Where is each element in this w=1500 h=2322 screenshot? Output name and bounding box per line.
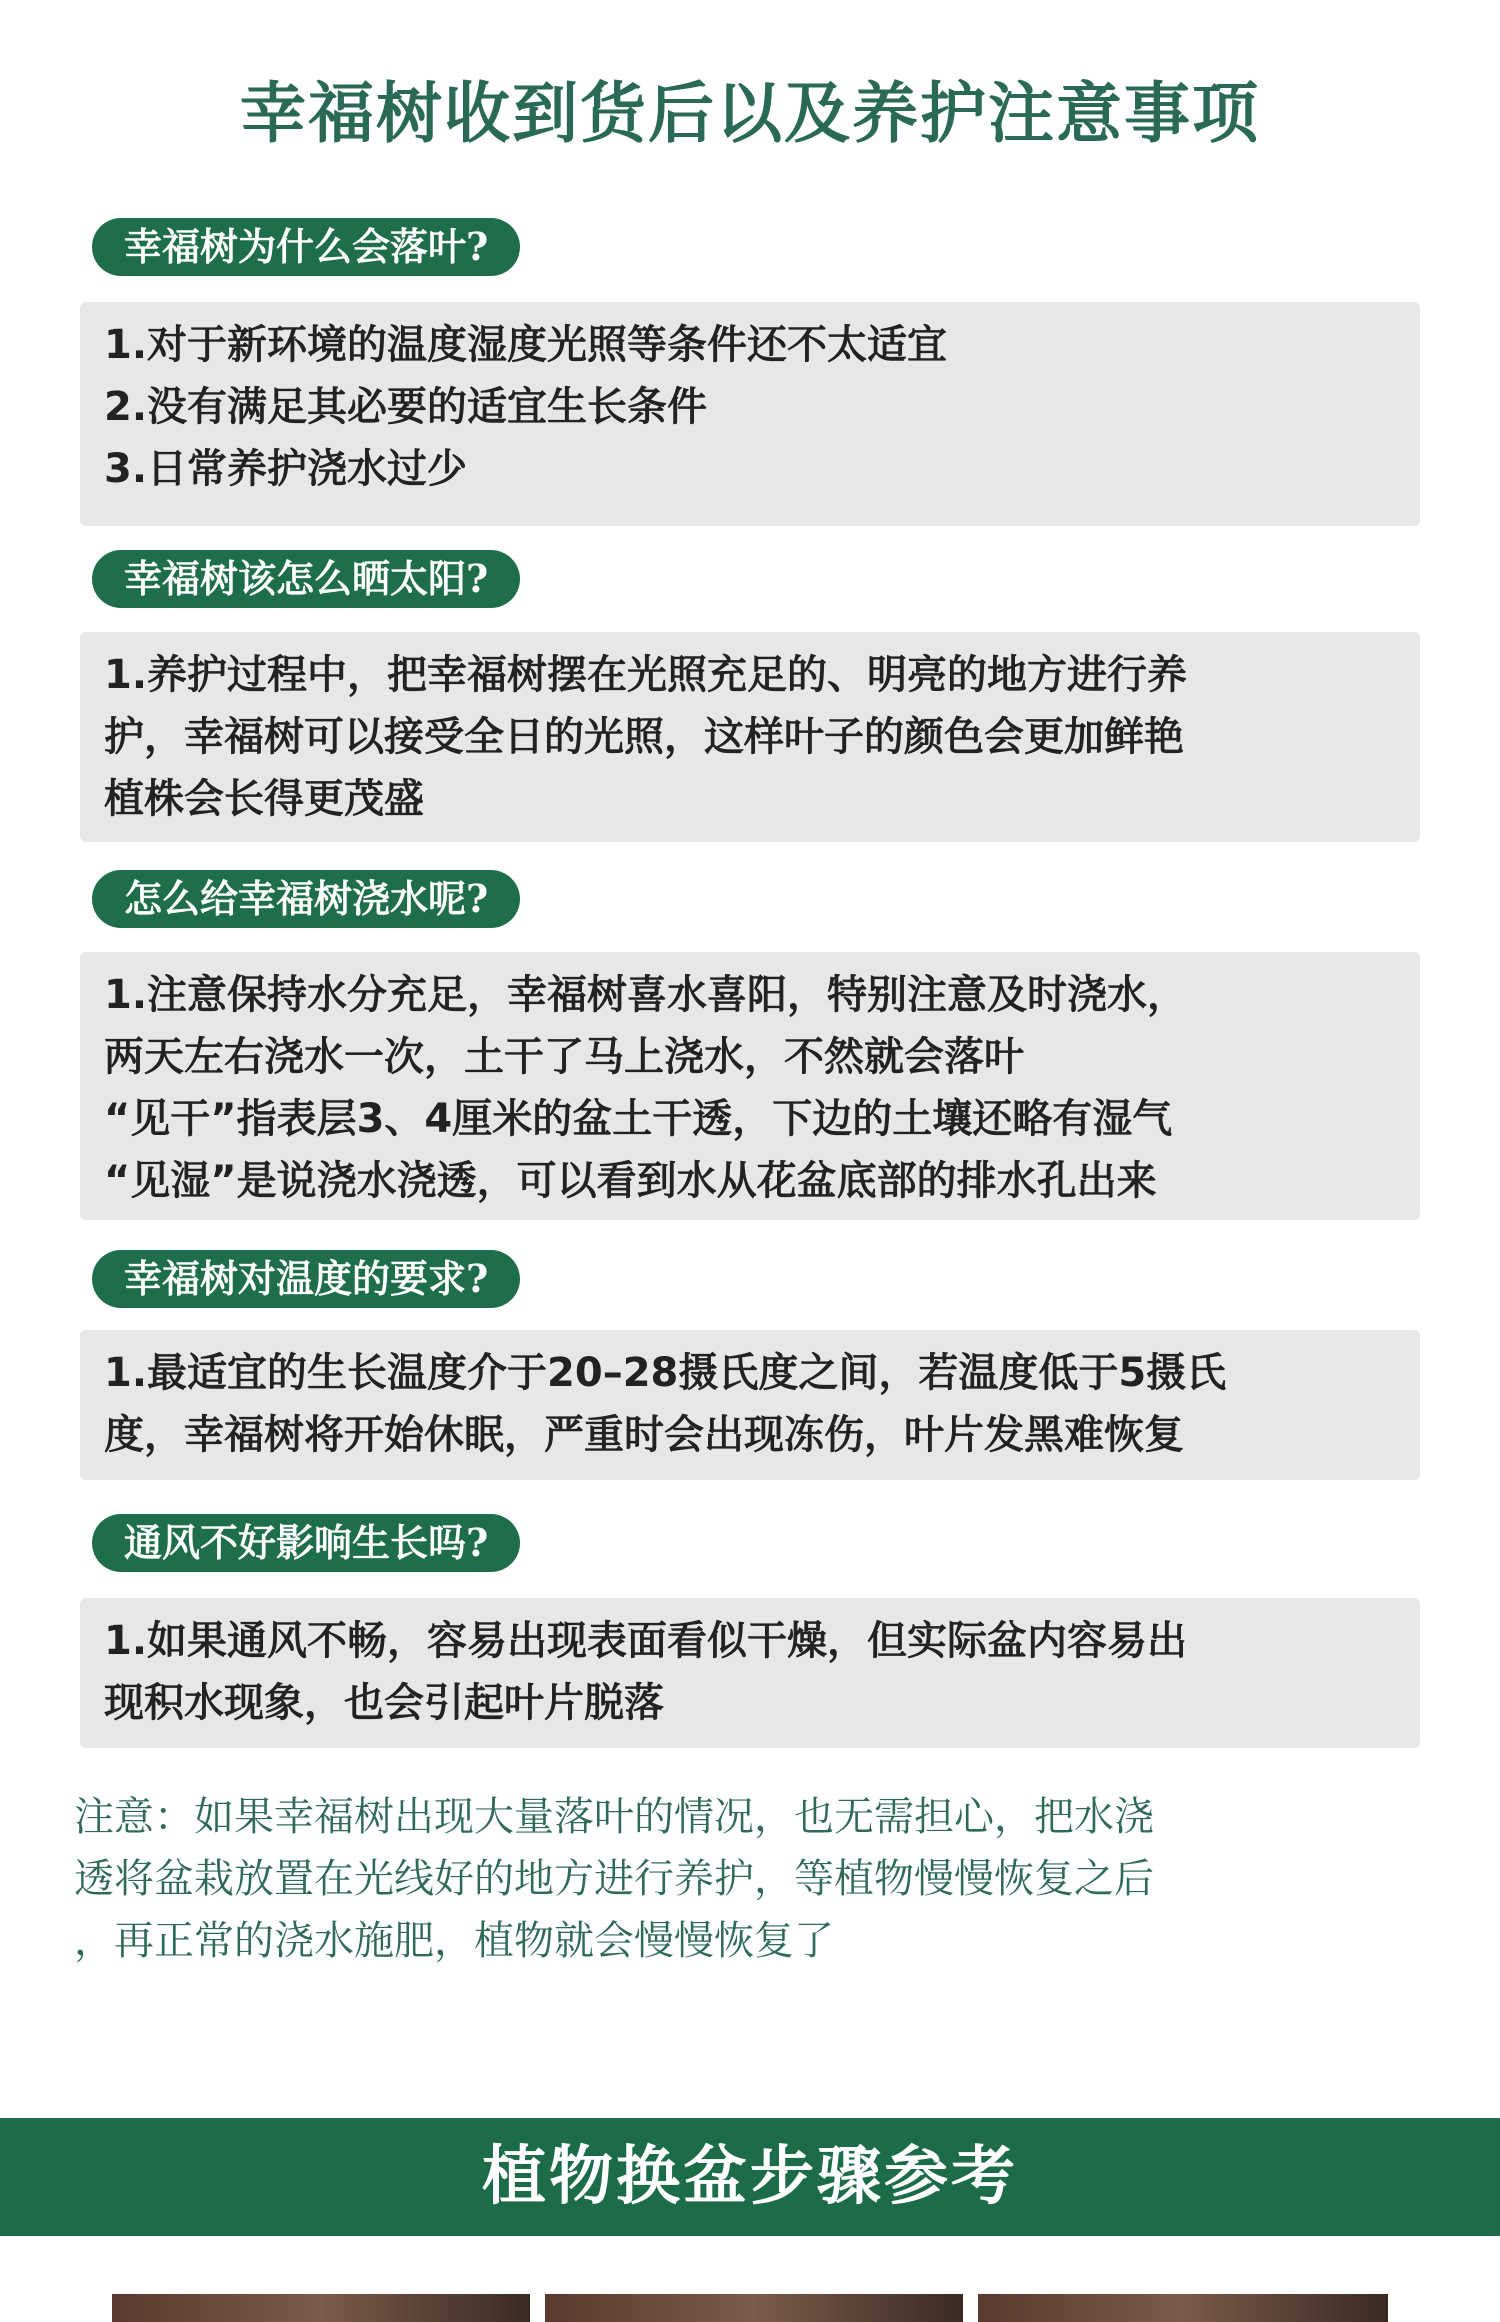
section-line: 1.注意保持水分充足，幸福树喜水喜阳，特别注意及时浇水， <box>104 972 1188 1018</box>
section-line: 1.对于新环境的温度湿度光照等条件还不太适宜 <box>104 322 948 368</box>
section-line: 现积水现象，也会引起叶片脱落 <box>104 1680 664 1726</box>
section-heading-ventilation: 通风不好影响生长吗? <box>92 1514 520 1572</box>
section-line: 1.养护过程中，把幸福树摆在光照充足的、明亮的地方进行养 <box>104 652 1188 698</box>
section-heading-temperature: 幸福树对温度的要求? <box>92 1250 520 1308</box>
section-line: 3.日常养护浇水过少 <box>104 446 468 492</box>
section-line: “见干”指表层3、4厘米的盆土干透，下边的土壤还略有湿气 <box>104 1096 1173 1142</box>
repotting-photo <box>112 2294 530 2322</box>
page-title: 幸福树收到货后以及养护注意事项 <box>240 74 1260 152</box>
repotting-banner: 植物换盆步骤参考 <box>0 2118 1500 2236</box>
care-note <box>74 1786 1434 1972</box>
section-box-sunlight <box>80 632 1420 842</box>
section-box-ventilation <box>80 1598 1420 1748</box>
section-heading-sunlight: 幸福树该怎么晒太阳? <box>92 550 520 608</box>
section-line: 护，幸福树可以接受全日的光照，这样叶子的颜色会更加鲜艳 <box>104 714 1184 760</box>
note-line: 注意：如果幸福树出现大量落叶的情况，也无需担心，把水浇 <box>74 1794 1154 1840</box>
section-line: 1.如果通风不畅，容易出现表面看似干燥，但实际盆内容易出 <box>104 1618 1188 1664</box>
section-box-temperature <box>80 1330 1420 1480</box>
section-line: “见湿”是说浇水浇透，可以看到水从花盆底部的排水孔出来 <box>104 1158 1157 1204</box>
section-line: 1.最适宜的生长温度介于20–28摄氏度之间，若温度低于5摄氏 <box>104 1350 1227 1396</box>
section-heading-watering: 怎么给幸福树浇水呢? <box>92 870 520 928</box>
section-line: 两天左右浇水一次，土干了马上浇水，不然就会落叶 <box>104 1034 1024 1080</box>
section-line: 度，幸福树将开始休眠，严重时会出现冻伤，叶片发黑难恢复 <box>104 1412 1184 1458</box>
section-line: 2.没有满足其必要的适宜生长条件 <box>104 384 708 430</box>
repotting-photo <box>545 2294 963 2322</box>
section-box-leaf-drop <box>80 302 1420 526</box>
section-line: 植株会长得更茂盛 <box>104 776 424 822</box>
section-box-watering <box>80 952 1420 1220</box>
note-line: 透将盆栽放置在光线好的地方进行养护，等植物慢慢恢复之后 <box>74 1856 1154 1902</box>
section-heading-leaf-drop: 幸福树为什么会落叶? <box>92 218 520 276</box>
note-line: ，再正常的浇水施肥，植物就会慢慢恢复了 <box>74 1918 834 1964</box>
repotting-photo <box>978 2294 1388 2322</box>
